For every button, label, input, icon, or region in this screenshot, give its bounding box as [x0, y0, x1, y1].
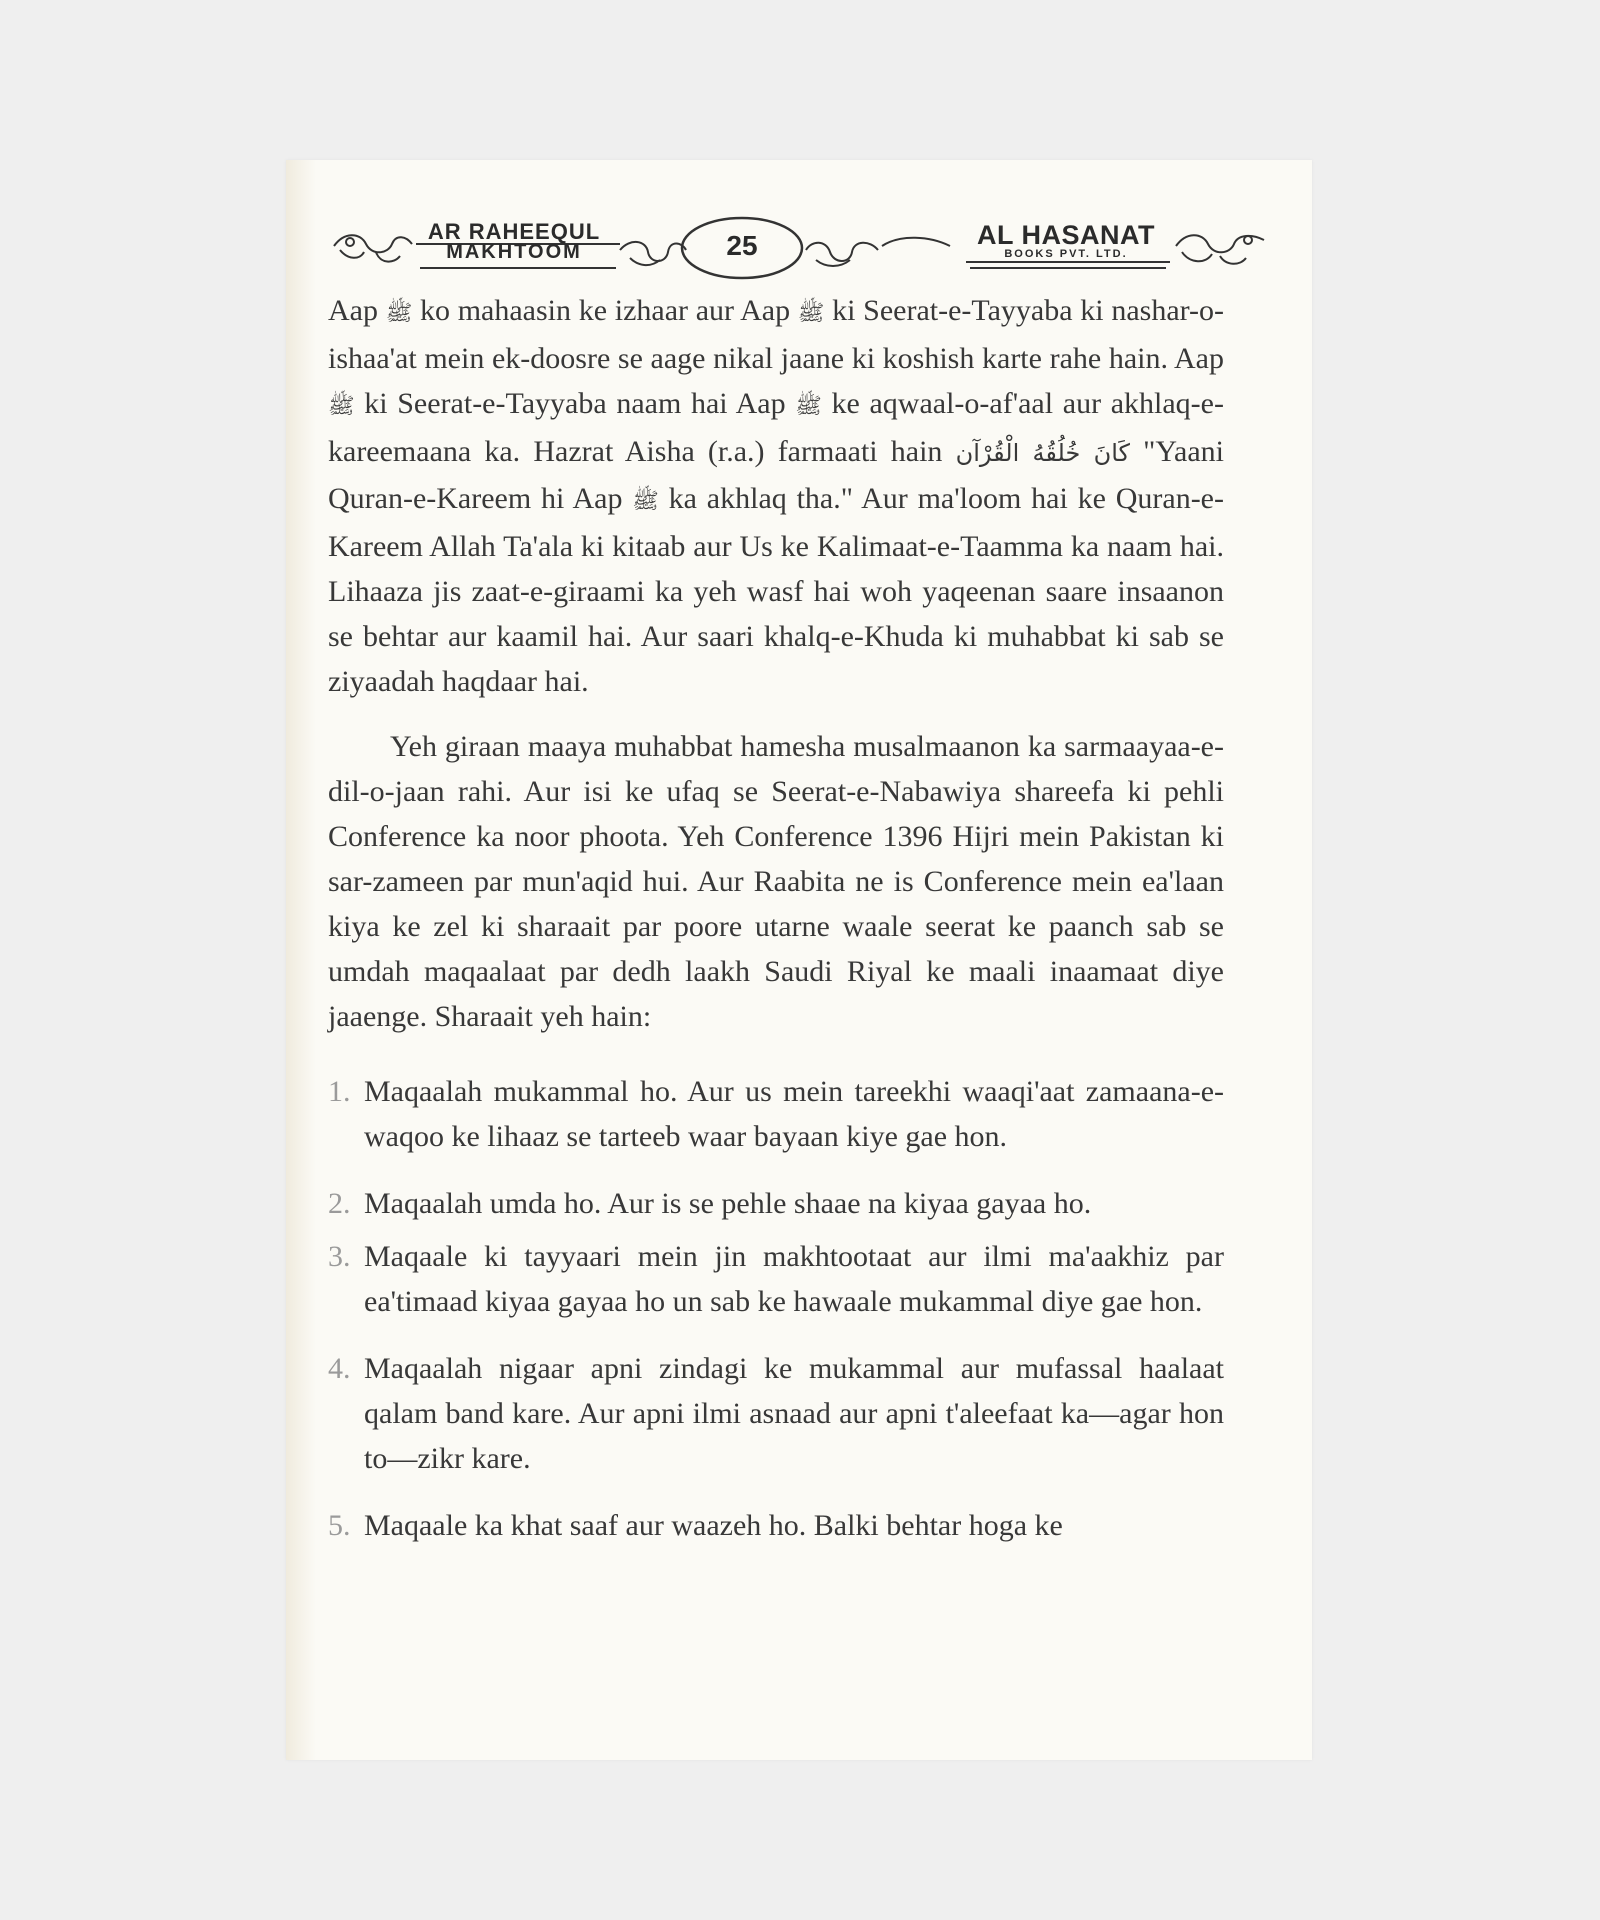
list-item-number: 3. [328, 1240, 351, 1273]
salutation-symbol: ﷺ [328, 394, 355, 419]
publisher-name-line2: BOOKS PVT. LTD. [1004, 248, 1128, 260]
paragraph-1-text: ki Seerat-e-Tayyaba naam hai Aap [354, 387, 796, 420]
paragraph-1-text: Aap [328, 294, 386, 327]
paragraph-1-text: ko mahaasin ke izhaar aur Aap [412, 294, 798, 327]
paragraph-1-text: "Yaani Quran-e-Kareem hi Aap [328, 435, 1224, 515]
list-item [328, 1181, 1224, 1226]
page-header [330, 210, 1270, 280]
list-item-text: Maqaale ka khat saaf aur waazeh ho. Balki behtar hoga ke [364, 1509, 1063, 1542]
list-item-number: 5. [328, 1509, 351, 1542]
publisher-name-line1: AL HASANAT [977, 220, 1155, 250]
book-page [286, 160, 1312, 1760]
page-number: 25 [726, 230, 758, 261]
salutation-symbol: ﷺ [385, 301, 413, 326]
paragraph-1-text: ke aqwaal-o-af'aal aur akhlaq-e-kareemaana ka. Hazrat Aisha (r.a.) farmaati hain [328, 387, 1224, 468]
list-item-number: 1. [328, 1075, 351, 1108]
list-item-text: Maqaale ki tayyaari mein jin makhtootaat aur ilmi ma'aakhiz par ea'timaad kiyaa gayaa ho un sab ke hawaale mukammal diye gae hon. [364, 1240, 1224, 1318]
salutation-symbol: ﷺ [795, 394, 822, 419]
conditions-list [328, 1069, 1224, 1548]
list-item-text: Maqaalah mukammal ho. Aur us mein tareekhi waaqi'aat zamaana-e-waqoo ke lihaaz se tarteeb waar bayaan kiye gae hon. [364, 1075, 1224, 1153]
book-title-line1: AR RAHEEQUL [427, 219, 601, 244]
book-title [414, 219, 614, 263]
list-item [328, 1234, 1224, 1324]
list-item [328, 1346, 1224, 1481]
paragraph-1-text: ki Seerat-e-Tayyaba ki nashar-o-ishaa'at mein ek-doosre se aage nikal jaane ki koshish karte rahe hain. Aap [328, 294, 1225, 375]
list-item-number: 4. [328, 1352, 351, 1385]
list-item-number: 2. [328, 1187, 351, 1220]
paragraph-1 [328, 288, 1224, 704]
list-item [328, 1503, 1224, 1548]
list-item-text: Maqaalah nigaar apni zindagi ke mukammal aur mufassal haalaat qalam band kare. Aur apni ilmi asnaad aur apni t'aleefaat ka—agar hon to—zikr kare. [364, 1352, 1224, 1475]
arabic-quote: كَانَ خُلُقُهُ الْقُرْآن [955, 439, 1130, 467]
salutation-symbol: ﷺ [632, 489, 659, 514]
list-item [328, 1069, 1224, 1159]
list-item-text: Maqaalah umda ho. Aur is se pehle shaae na kiyaa gayaa ho. [364, 1187, 1092, 1220]
page-body [328, 288, 1224, 1570]
paragraph-2: Yeh giraan maaya muhabbat hamesha musalmaanon ka sarmaayaa-e-dil-o-jaan rahi. Aur isi ke ufaq se Seerat-e-Nabawiya shareefa ki pehli Conference ka noor phoota. Yeh Conference 1396 Hijri mein Pakistan ki sar-zameen par mun'aqid hui. Aur Raabita ne is Conference mein ea'laan kiya ke zel ki sharaait par poore utarne waale seerat ke paanch sab se umdah maqaalaat par dedh laakh Saudi Riyal ke maali inaamaat diye jaaenge. Sharaait yeh hain: [328, 730, 1224, 1033]
salutation-symbol: ﷺ [797, 301, 825, 326]
book-title-line2: MAKHTOOM [446, 241, 582, 263]
paragraph-1-text: ka akhlaq tha." Aur ma'loom hai ke Quran-e-Kareem Allah Ta'ala ki kitaab aur Us ke Kalimaat-e-Taamma ka naam hai. Lihaaza jis zaat-e-giraami ka yeh wasf hai woh yaqeenan saare insaanon se behtar aur kaamil hai. Aur saari khalq-e-Khuda ki muhabbat ki sab se ziyaadah haqdaar hai. [328, 482, 1224, 698]
publisher-name [966, 222, 1166, 260]
